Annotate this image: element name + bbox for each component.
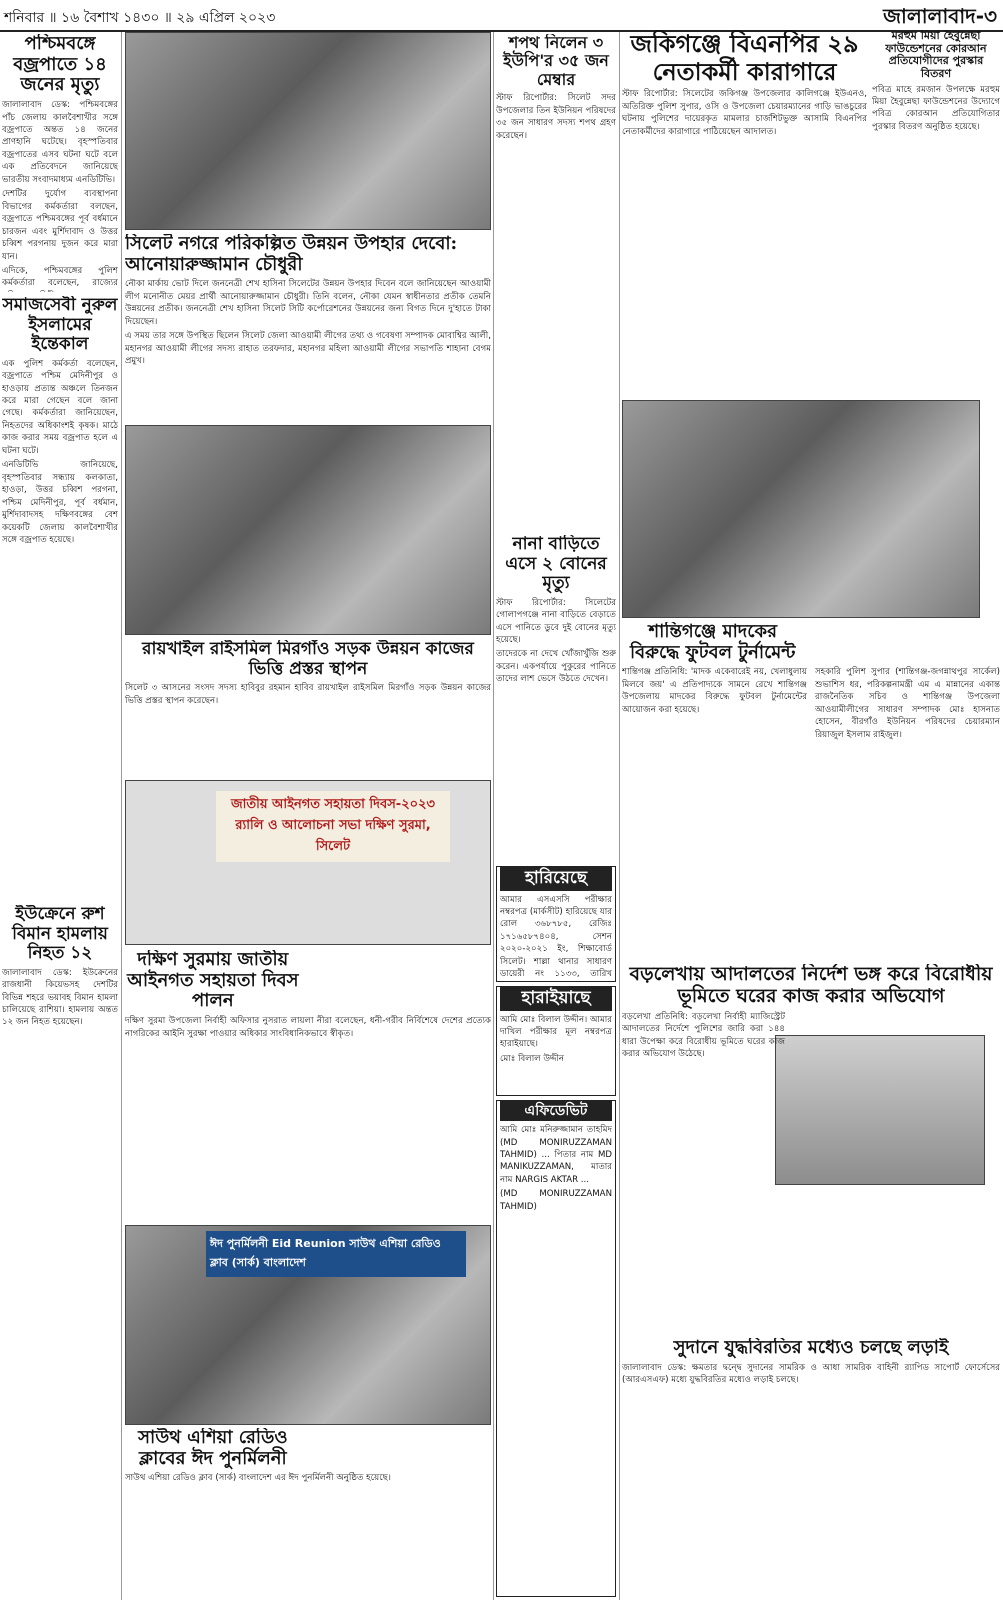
article-a9 xyxy=(496,535,616,861)
article-body xyxy=(125,1015,491,1040)
article-body xyxy=(125,682,491,707)
paragraph: এদিকে, পশ্চিমবঙ্গের পুলিশ কর্মকর্তারা বলেছেন, রাজ্যের xyxy=(2,265,118,289)
article-a14 xyxy=(872,30,1000,398)
paragraph: জালালাবাদ ডেস্ক: পশ্চিমবঙ্গের পাঁচ জেলায় কালবৈশাখীর সঙ্গে বজ্রপাতে অন্তত ১৪ জনের প্রাণহানি ঘটেছে। বৃহস্পতিবার বজ্রপাতের এসব ঘটনা ঘটে বলে এক প্রতিবেদনে জানিয়েছে ভারতীয় সংবাদমাধ্যম এনডিটিভি। xyxy=(2,100,118,185)
headline: ইউক্রেনে রুশ বিমান হামলায় নিহত ১২ xyxy=(12,905,108,964)
article-body xyxy=(496,597,616,686)
headline: হারিয়েছে xyxy=(500,867,612,891)
headline: বড়লেখায় আদালতের নির্দেশ ভঙ্গ করে বিরোধীয় ভূমিতে ঘরের কাজ করার অভিযোগ xyxy=(629,964,993,1007)
paragraph: বড়লেখা প্রতিনিধি: বড়লেখা নির্বাহী ম্যাজিস্ট্রেট আদালতের নির্দেশে পুলিশের জারি করা ১৪৪ ধারা উপেক্ষা করে বিরোধীয় ভূমিতে ঘরের কাজ করার অভিযোগ উঠেছে। xyxy=(622,1011,785,1060)
paragraph: নৌকা মার্কায় ভোট দিলে জননেত্রী শেখ হাসিনা সিলেটের উন্নয়ন উপহার দিবেন বলে জানিয়েছেন আওয়ামী লীগ মনোনীত মেয়র প্রার্থী আনোয়ারুজ্জামান চৌধুরী। তিনি বলেন, নৌকা যেমন স্বাধীনতার প্রতীক তেমনি উন্নয়নের প্রতীক। জননেত্রী শেখ হাসিনা সিলেট সিটি কর্পোরেশনের উন্নয়নের জন্য বিগত দিনে দু'হাতে টাকা দিয়েছেন। xyxy=(125,279,491,327)
page-number: -৩ xyxy=(975,4,997,28)
article-body xyxy=(2,967,118,1029)
paragraph: তাদেরকে না দেখে খোঁজাখুঁজি শুরু করেন। একপর্যায়ে পুকুরের পানিতে তাদের লাশ ভেসে উঠতে দেখেন। xyxy=(496,649,616,685)
headline: সাউথ এশিয়া রেডিও ক্লাবের ঈদ পুনর্মিলনী xyxy=(138,1428,288,1469)
paragraph: আমার এসএসসি পরীক্ষার নম্বরপত্র (মার্কসীট) হারিয়েছে যার রোল ৩৬৮৭৮৫, রেজিঃ ১৭১৬৫৮৭৪০৪, সেশন ২০২০-২০২১ ইং, শিক্ষাবোর্ড সিলেট। শাল্লা থানার সাধারণ ডায়েরী নং ১১৩৩, তারিখ xyxy=(500,894,612,980)
paragraph: মোঃ বিলাল উদ্দীন xyxy=(500,1053,564,1064)
article-body xyxy=(500,1124,612,1213)
paragraph: এ সময় তার সঙ্গে উপস্থিত ছিলেন সিলেট জেলা আওয়ামী লীগের তথ্য ও গবেষণা সম্পাদক মোবাশ্বির আলী, মহানগর আওয়ামী লীগের সদস্য রাহাত তরফদার, মহানগর মহিলা আওয়ামী লীগের সভাপতি শাহানা বেগম প্রমুখ। xyxy=(125,331,491,367)
article-body xyxy=(622,88,867,138)
paragraph: স্টাফ রিপোর্টার: সিলেট সদর উপজেলার তিন ইউনিয়ন পরিষদের ৩৫ জন সাধারণ সদস্য শপথ গ্রহণ করেছেন। xyxy=(496,93,616,141)
headline: সুদানে যুদ্ধবিরতির মধ্যেও চলছে লড়াই xyxy=(673,1338,949,1358)
paragraph: (MD MONIRUZZAMAN TAHMID) xyxy=(500,1189,612,1212)
headline: পশ্চিমবঙ্গে বজ্রপাতে ১৪ জনের মৃত্যু xyxy=(13,34,107,96)
article-a5 xyxy=(125,640,491,778)
article-a7 xyxy=(125,1428,491,1598)
headline: শান্তিগঞ্জে মাদকের বিরুদ্ধে ফুটবল টুর্নামেন্ট xyxy=(629,622,796,663)
paragraph: জালালাবাদ ডেস্ক: ক্ষমতার দ্বন্দ্বে সুদানের সামরিক ও আধা সামরিক বাহিনী র‍্যাপিড সাপোর্ট ফোর্সেসের (আরএসএফ) মধ্যে যুদ্ধবিরতির মধ্যেও লড়াই চলছে। xyxy=(622,1362,1000,1386)
headline: মরহুম মিয়া হৈবুন্নেছা ফাউন্ডেশনের কোরআন প্রতিযোগীদের পুরস্কার বিতরণ xyxy=(885,30,987,80)
article-a6 xyxy=(125,950,491,1222)
paragraph: সিলেট ৩ আসনের সংসদ সদস্য হাবিবুর রহমান হাবিব রায়খাইল রাইসমিল মিরগাঁও সড়ক উন্নয়ন কাজের ভিত্তি প্রস্তর স্থাপন করেছেন। xyxy=(125,683,491,706)
article-a16 xyxy=(622,964,1000,1334)
issue-date: শনিবার ॥ ১৬ বৈশাখ ১৪৩০ ॥ ২৯ এপ্রিল ২০২৩ xyxy=(4,10,276,26)
article-body xyxy=(496,92,616,142)
article-a15 xyxy=(622,622,1000,960)
paragraph: এনডিটিভি জানিয়েছে, বৃহস্পতিবার সন্ধ্যায় কলকাতা, হাওড়া, উত্তর চব্বিশ পরগনা, পশ্চিম মেদিনীপুর, পূর্ব বর্ধমান, মুর্শিদাবাদসহ দক্ষিণবঙ্গের বেশ কয়েকটি জেলায় কালবৈশাখীর সঙ্গে বজ্রপাত হয়েছে। xyxy=(2,460,118,545)
paragraph: স্টাফ রিপোর্টার: সিলেটের জকিগঞ্জ উপজেলার কালিগঞ্জে ইউএনও, অতিরিক্ত পুলিশ সুপার, ওসি ও উপজেলা চেয়ারম্যানের গাড়ি ভাঙচুরের ঘটনায় পুলিশের দায়েরকৃত মামলার চার্জশিটভুক্ত আসামি বিএনপির নেতাকর্মীদের কারাগারে পাঠিয়েছেন আদালত। xyxy=(622,89,867,137)
article-a12 xyxy=(496,1100,616,1597)
article-body xyxy=(500,894,612,982)
article-a8 xyxy=(496,34,616,532)
banner-text: জাতীয় আইনগত সহায়তা দিবস-২০২৩ র‍্যালি ও আলোচনা সভা দক্ষিণ সুরমা, সিলেট xyxy=(216,791,450,862)
headline: রায়খাইল রাইসমিল মিরগাঁও সড়ক উন্নয়ন কাজের ভিত্তি প্রস্তর স্থাপন xyxy=(142,640,474,679)
article-a10 xyxy=(496,866,616,982)
article-body xyxy=(622,666,1000,741)
article-a13 xyxy=(622,30,867,398)
article-body xyxy=(2,358,118,547)
photo-legal-aid-day xyxy=(125,780,491,945)
article-body xyxy=(622,1362,1000,1387)
paragraph: আমি মোঃ বিলাল উদ্দীন। আমার দাখিল পরীক্ষার মূল নম্বরপত্র হারাইয়াছে। xyxy=(500,1014,612,1050)
paragraph: সাউথ এশিয়া রেডিও ক্লাব (সার্ক) বাংলাদেশ এর ঈদ পুনর্মিলনী অনুষ্ঠিত হয়েছে। xyxy=(125,1473,391,1484)
article-a17 xyxy=(622,1338,1000,1598)
headline: সমাজসেবী নুরুল ইসলামের ইন্তেকাল xyxy=(2,296,118,355)
photo-foundation-stone xyxy=(125,425,491,635)
photo-eid-reunion xyxy=(125,1225,491,1425)
article-body xyxy=(125,278,491,367)
headline: দক্ষিণ সুরমায় জাতীয় আইনগত সহায়তা দিবস পালন xyxy=(127,950,299,1012)
paragraph: আমি মোঃ মনিরুজ্জামান তাহমিদ (MD MONIRUZZAMAN TAHMID) ... পিতার নাম MD MANIKUZZAMAN, মাতার নাম NARGIS AKTAR ... xyxy=(500,1125,612,1185)
headline: জকিগঞ্জে বিএনপির ২৯ নেতাকর্মী কারাগারে xyxy=(630,30,859,86)
paragraph: এক পুলিশ কর্মকর্তা বলেছেন, বজ্রপাতে পশ্চিম মেদিনীপুর ও হাওড়ায় প্রত্যন্ত অঞ্চলে তিনজন করে মারা গেছেন বলে জানা গেছে। কর্মকর্তারা জানিয়েছেন, নিহতদের অধিকাংশই কৃষক। মাঠে কাজ করার সময় বজ্রপাত হলে এ ঘটনা ঘটে। xyxy=(2,358,118,456)
paragraph: দেশটির দুর্যোগ ব্যবস্থাপনা বিভাগের কর্মকর্তারা বলছেন, বজ্রপাতে পশ্চিমবঙ্গের পূর্ব বর্ধমানে চারজন এবং মুর্শিদাবাদ ও উত্তর চব্বিশ পরগনায় দুজন করে মারা যান। xyxy=(2,189,118,262)
headline: নানা বাড়িতে এসে ২ বোনের মৃত্যু xyxy=(505,535,607,594)
photo-football xyxy=(622,400,980,618)
paragraph: দক্ষিণ সুরমা উপজেলা নির্বাহী অফিসার নুসরাত লায়লা নীরা বলেছেন, ধনী-গরীব নির্বিশেষে দেশের প্রত্যেক নাগরিকের আইনি সুরক্ষা পাওয়ার অধিকার সাংবিধানিকভাবে স্বীকৃত। xyxy=(125,1016,491,1039)
banner-text: ঈদ পুনর্মিলনী Eid Reunion সাউথ এশিয়া রেডিও ক্লাব (সার্ক) বাংলাদেশ xyxy=(206,1231,466,1277)
article-body xyxy=(500,1014,612,1066)
paragraph: পবিত্র মাহে রমজান উপলক্ষে মরহুম মিয়া হৈবুন্নেছা ফাউন্ডেশনের উদ্যোগে পবিত্র কোরআন প্রতিযোগিতার পুরস্কার বিতরণ অনুষ্ঠিত হয়েছে। xyxy=(872,84,1000,132)
article-body xyxy=(622,1011,1000,1061)
newspaper-logo: জালালাবাদ-৩ xyxy=(883,4,997,28)
article-body xyxy=(872,84,1000,134)
article-a11 xyxy=(496,986,616,1096)
article-a3 xyxy=(2,905,118,1597)
headline: সিলেট নগরে পরিকল্পিত উন্নয়ন উপহার দেবো: আনোয়ারুজ্জামান চৌধুরী xyxy=(125,234,458,275)
headline: শপথ নিলেন ৩ ইউপি'র ৩৫ জন মেম্বার xyxy=(503,34,609,89)
headline: হারাইয়াছে xyxy=(500,987,612,1011)
paragraph: শান্তিগঞ্জ প্রতিনিধি: 'মাদক একেবারেই নয়, খেলাধুলায় মিলবে জয়' এ প্রতিপাদ্যকে সামনে রেখে শান্তিগঞ্জ উপজেলায় মাদকের বিরুদ্ধে ফুটবল টুর্নামেন্টের আয়োজন করা হয়েছে। xyxy=(622,667,807,715)
article-a1 xyxy=(2,34,118,292)
article-a4 xyxy=(125,234,491,424)
photo-rally xyxy=(125,32,491,230)
paragraph: জালালাবাদ ডেস্ক: ইউক্রেনের রাজধানী কিয়েভসহ দেশটির বিভিন্ন শহরে ভয়াবহ বিমান হামলা চালিয়েছে রাশিয়া। হামলায় অন্তত ১২ জন নিহত হয়েছেন। xyxy=(2,967,118,1028)
paragraph: স্টাফ রিপোর্টার: সিলেটের গোলাপগঞ্জে নানা বাড়িতে বেড়াতে এসে পানিতে ডুবে দুই বোনের মৃত্যু হয়েছে। xyxy=(496,597,616,645)
article-a2 xyxy=(2,296,118,900)
paragraph: সহকারি পুলিশ সুপার (শান্তিগঞ্জ-জগন্নাথপুর সার্কেল) শুভাশিস ধর, পরিকল্পনামন্ত্রী এম এ মান্নানের একান্ত রাজনৈতিক সচিব ও শান্তিগঞ্জ উপজেলা আওয়ামীলীগের সাধারণ সম্পাদক মোঃ হাসনাত হোসেন, বীরগাঁও ইউনিয়ন পরিষদের চেয়ারম্যান রিয়াজুল ইসলাম রাইজুল। xyxy=(815,667,1000,740)
article-body xyxy=(125,1472,491,1484)
headline: এফিডেভিট xyxy=(500,1101,612,1121)
article-body xyxy=(2,99,118,292)
